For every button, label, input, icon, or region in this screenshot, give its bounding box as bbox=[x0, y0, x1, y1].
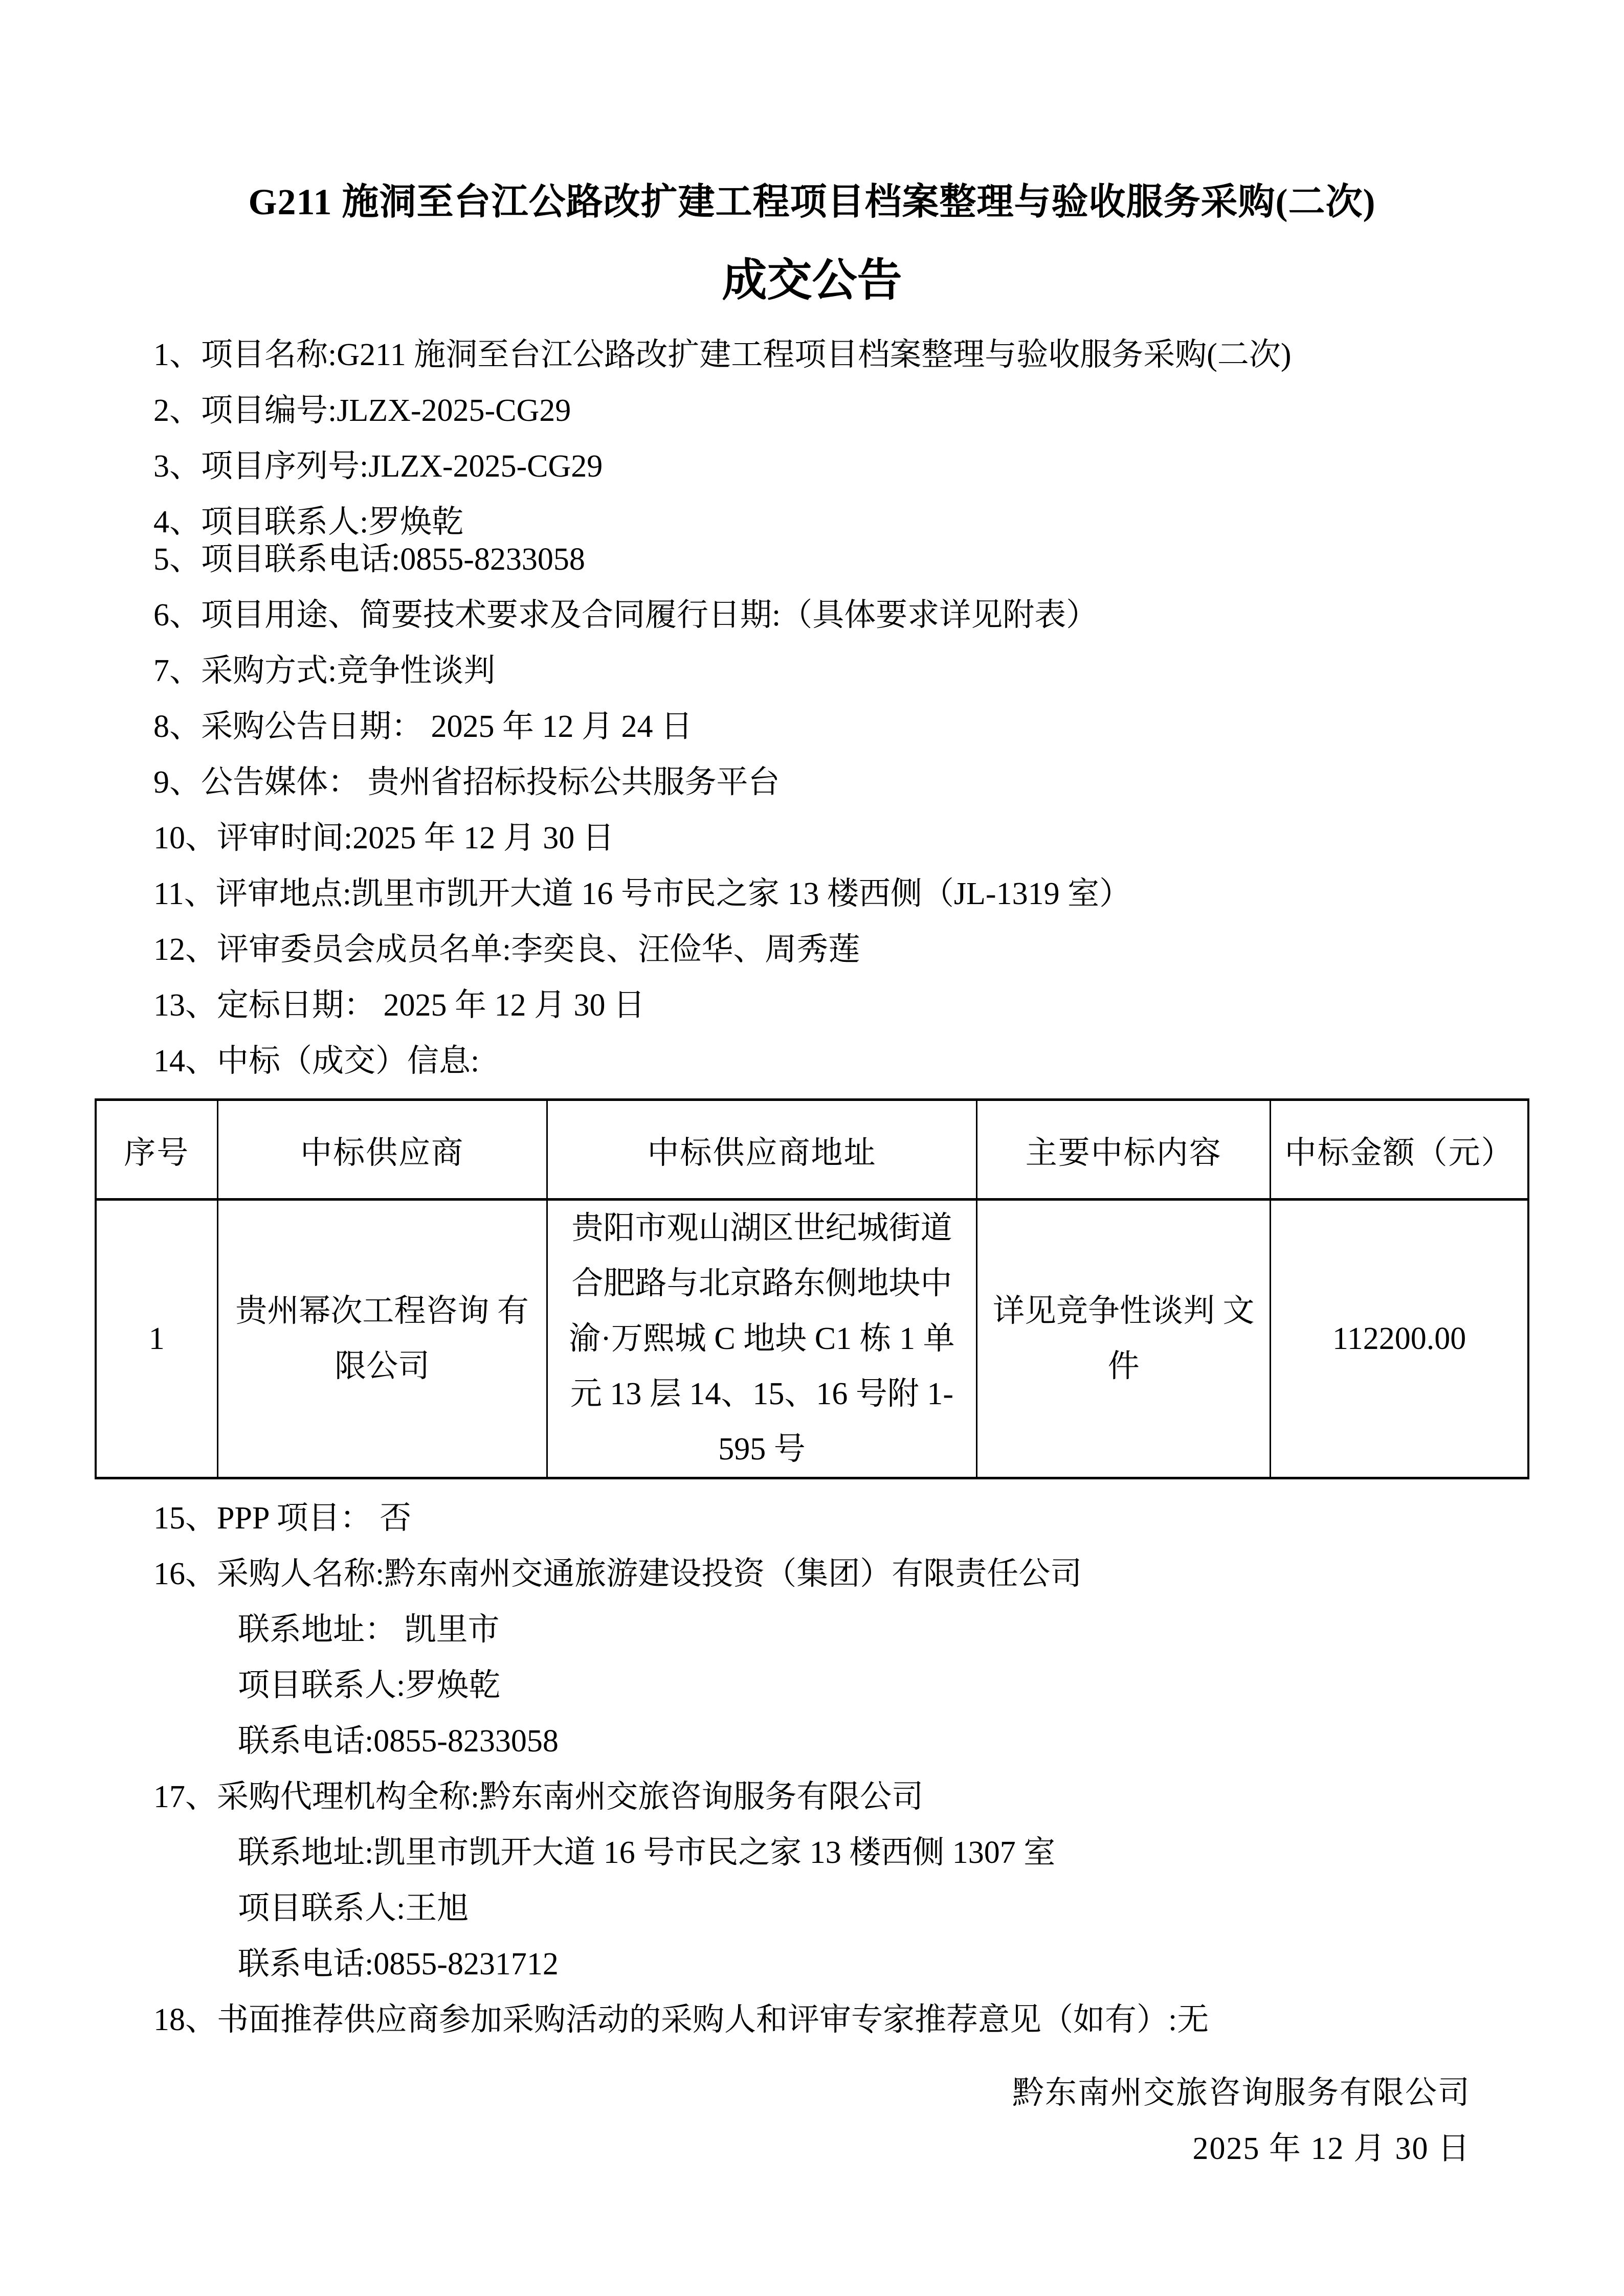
clause-16-contact-person: 项目联系人:罗焕乾 bbox=[238, 1668, 501, 1703]
table-row bbox=[96, 1200, 1528, 1478]
clause-1: 1、项目名称:G211 施洞至台江公路改扩建工程项目档案整理与验收服务采购(二次) bbox=[153, 337, 1292, 372]
signature-date: 2025 年 12 月 30 日 bbox=[1192, 2131, 1471, 2166]
clause-16: 16、采购人名称:黔东南州交通旅游建设投资（集团）有限责任公司 bbox=[153, 1557, 1082, 1591]
clause-18: 18、书面推荐供应商参加采购活动的采购人和评审专家推荐意见（如有）:无 bbox=[153, 2002, 1209, 2037]
clause-11: 11、评审地点:凯里市凯开大道 16 号市民之家 13 楼西侧（JL-1319 室） bbox=[153, 876, 1131, 911]
cell-no: 1 bbox=[96, 1200, 217, 1478]
clause-15: 15、PPP 项目： 否 bbox=[153, 1501, 412, 1536]
award-table bbox=[95, 1098, 1529, 1479]
signature-block bbox=[95, 2075, 1529, 2168]
page-subtitle: 成交公告 bbox=[722, 256, 902, 306]
clause-10: 10、评审时间:2025 年 12 月 30 日 bbox=[153, 821, 614, 856]
clause-2: 2、项目编号:JLZX-2025-CG29 bbox=[153, 393, 571, 428]
clause-17-contact-phone: 联系电话:0855-8231712 bbox=[238, 1947, 559, 1982]
signature-company: 黔东南州交旅咨询服务有限公司 bbox=[1012, 2076, 1471, 2110]
header-cell-supplier: 中标供应商 bbox=[217, 1100, 547, 1200]
cell-supplier: 贵州幂次工程咨询 有限公司 bbox=[217, 1200, 547, 1478]
header-cell-amount: 中标金额（元） bbox=[1271, 1100, 1528, 1200]
clause-12: 12、评审委员会成员名单:李奕良、汪俭华、周秀莲 bbox=[153, 932, 860, 967]
clause-5: 5、项目联系电话:0855-8233058 bbox=[153, 542, 585, 577]
clause-17-contact-address: 联系地址:凯里市凯开大道 16 号市民之家 13 楼西侧 1307 室 bbox=[238, 1835, 1056, 1870]
cell-amount: 112200.00 bbox=[1271, 1200, 1528, 1478]
page-title: G211 施洞至台江公路改扩建工程项目档案整理与验收服务采购(二次) bbox=[248, 182, 1376, 222]
clause-4: 4、项目联系人:罗焕乾 bbox=[153, 505, 464, 539]
clause-17-contact-person: 项目联系人:王旭 bbox=[238, 1891, 469, 1926]
clause-14: 14、中标（成交）信息: bbox=[153, 1044, 480, 1078]
clause-list bbox=[95, 336, 1529, 1080]
header-cell-address: 中标供应商地址 bbox=[547, 1100, 976, 1200]
clause-7: 7、采购方式:竞争性谈判 bbox=[153, 654, 496, 688]
clause-3: 3、项目序列号:JLZX-2025-CG29 bbox=[153, 449, 603, 484]
header-cell-no: 序号 bbox=[96, 1100, 217, 1200]
cell-address: 贵阳市观山湖区世纪城街道 合肥路与北京路东侧地块中 渝·万熙城 C 地块 C1 栋 1 单 元 13 层 14、15、16 号附 1- 595 号 bbox=[547, 1200, 976, 1478]
clause-6: 6、项目用途、简要技术要求及合同履行日期:（具体要求详见附表） bbox=[153, 598, 1098, 633]
award-table-header-row bbox=[96, 1100, 1528, 1200]
clause-8: 8、采购公告日期： 2025 年 12 月 24 日 bbox=[153, 709, 693, 744]
clause-16-contact-address: 联系地址： 凯里市 bbox=[238, 1612, 500, 1647]
post-clause-list bbox=[95, 1500, 1529, 2039]
cell-content: 详见竞争性谈判 文件 bbox=[977, 1200, 1271, 1478]
clause-16-contact-phone: 联系电话:0855-8233058 bbox=[238, 1724, 559, 1759]
clause-9: 9、公告媒体： 贵州省招标投标公共服务平台 bbox=[153, 765, 780, 800]
clause-17: 17、采购代理机构全称:黔东南州交旅咨询服务有限公司 bbox=[153, 1780, 924, 1814]
clause-13: 13、定标日期： 2025 年 12 月 30 日 bbox=[153, 988, 646, 1023]
header-cell-content: 主要中标内容 bbox=[977, 1100, 1271, 1200]
